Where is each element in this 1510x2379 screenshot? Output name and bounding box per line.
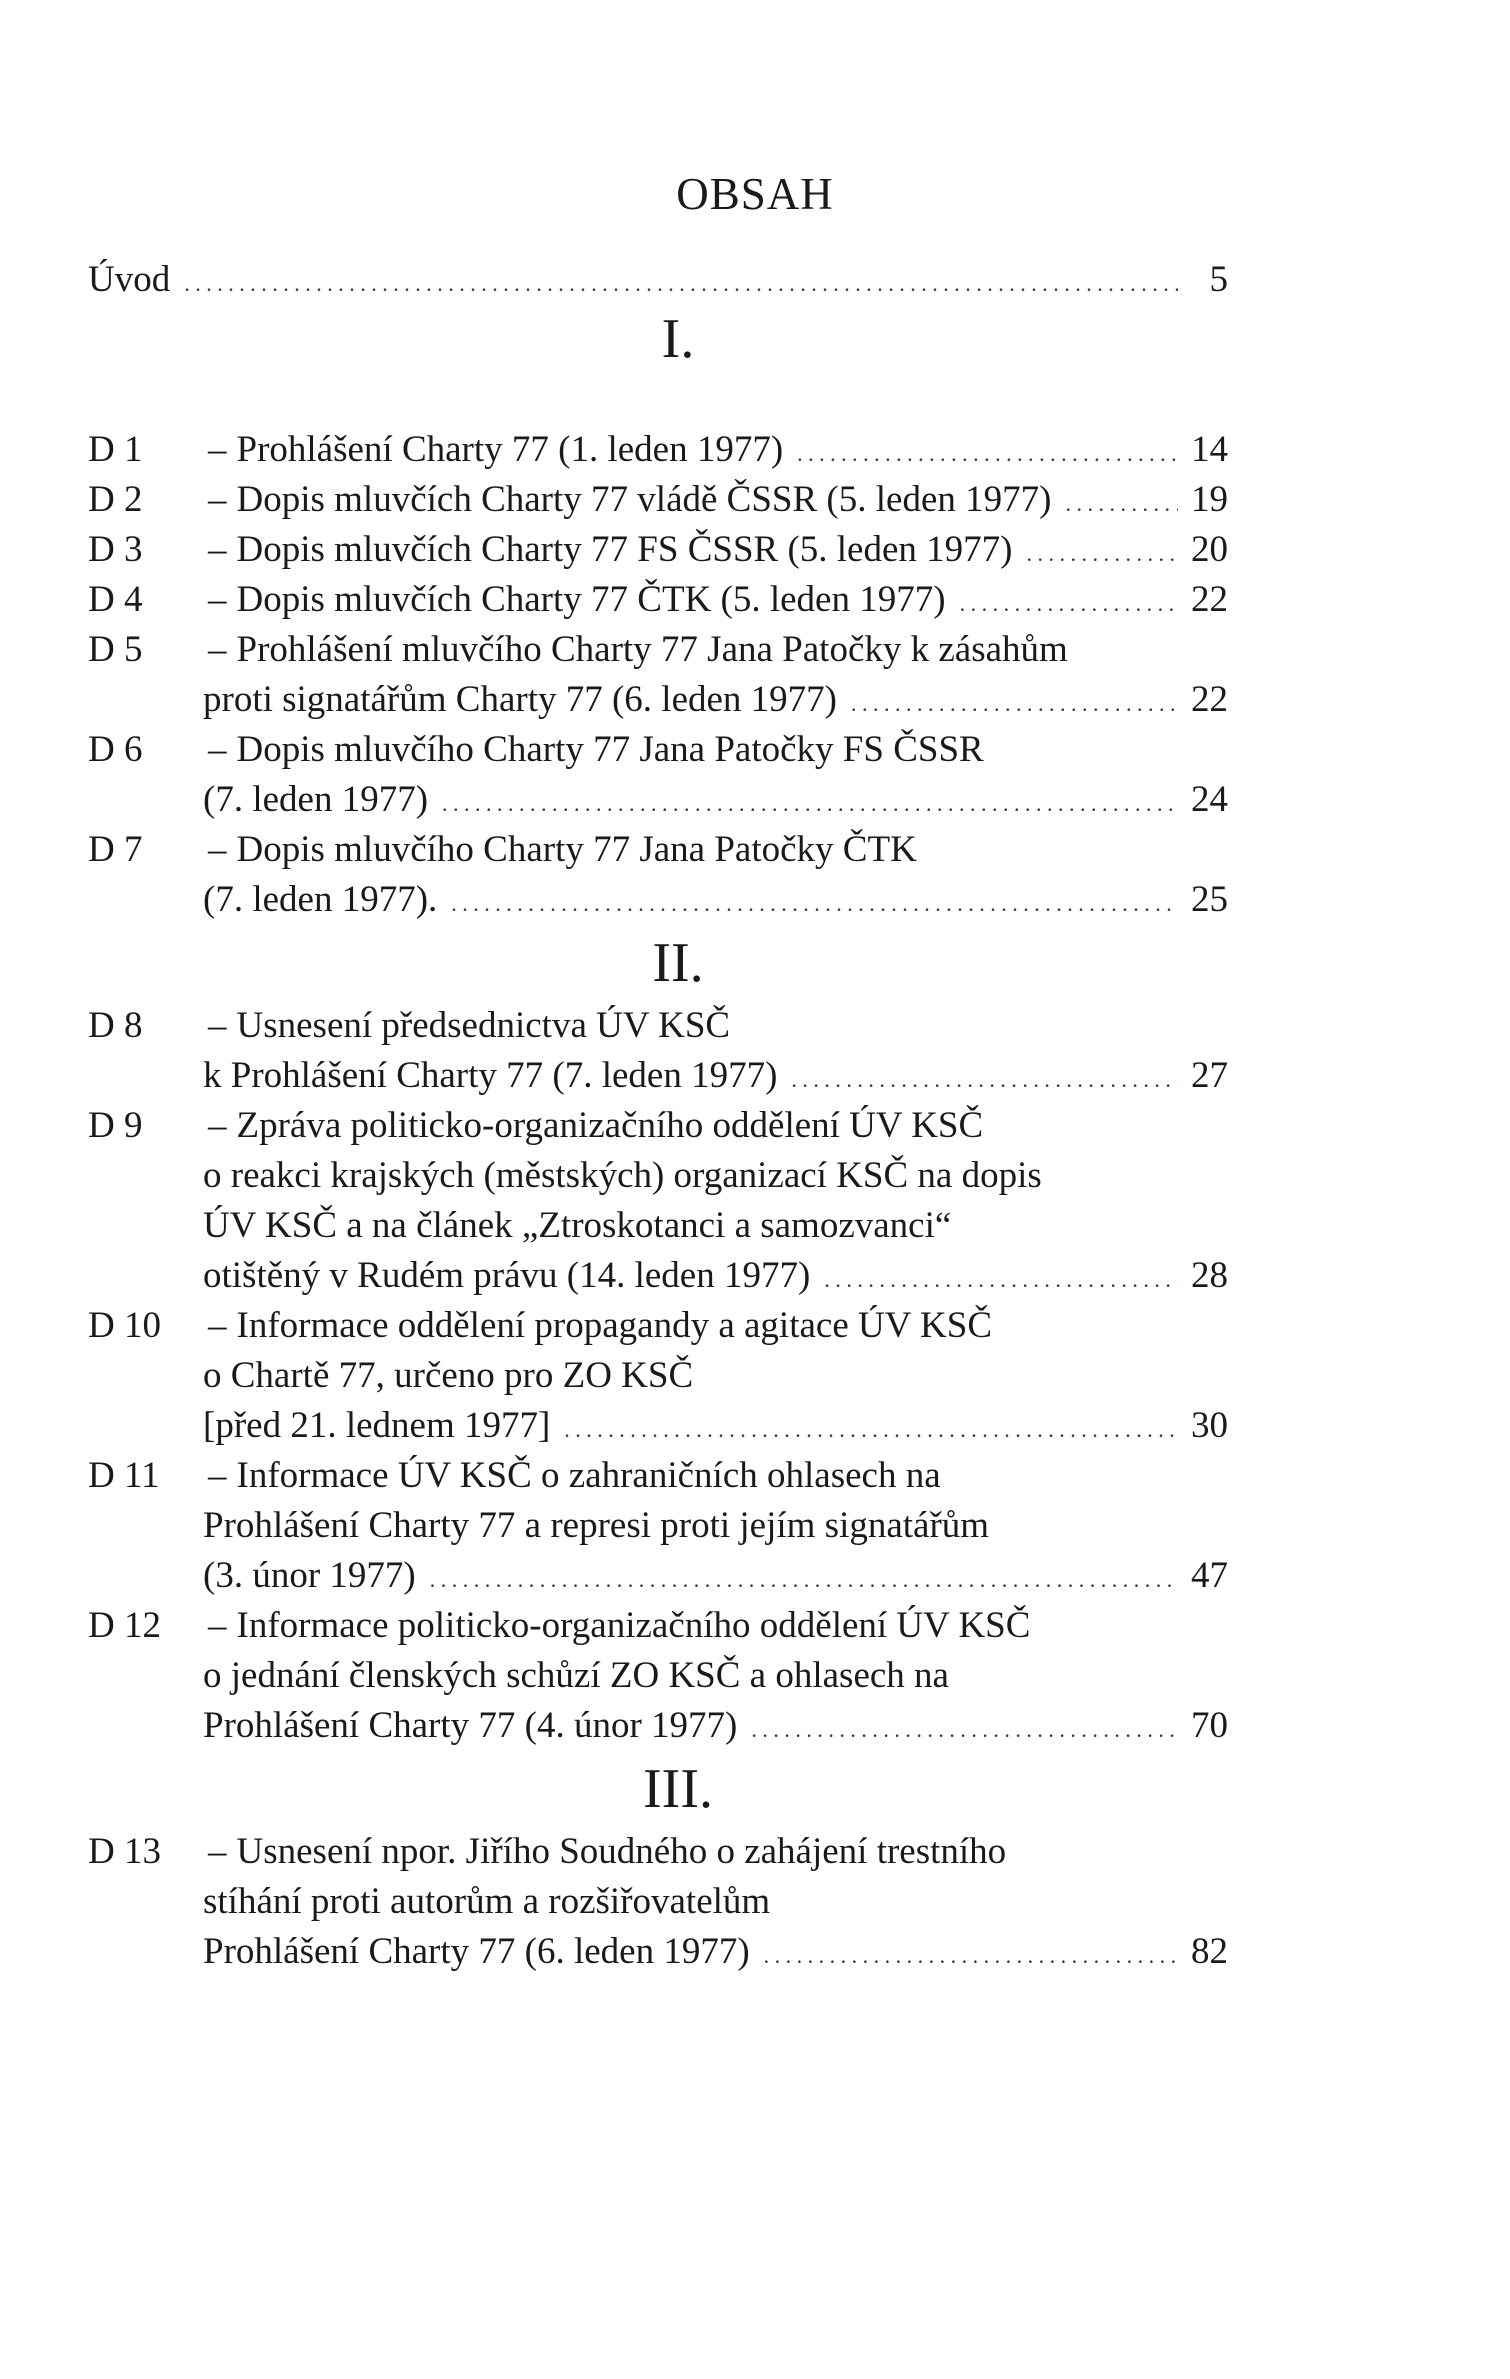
- toc-entry: [88, 625, 1228, 725]
- dash-separator: –: [208, 1455, 227, 1496]
- toc-entry-page: 28: [1191, 1255, 1228, 1296]
- dash-separator: –: [208, 579, 227, 620]
- toc-entry-text: ÚV KSČ a na článek „Ztroskotanci a samozvanci“: [203, 1205, 952, 1246]
- toc-entry-page: 22: [1191, 679, 1228, 720]
- toc-entry-label: D 7: [88, 829, 143, 870]
- dash-separator: –: [208, 479, 227, 520]
- section-numeral: III.: [643, 1758, 713, 1820]
- toc-entry-label: D 2: [88, 479, 143, 520]
- table-of-contents: [88, 255, 1228, 1977]
- toc-entry-text: Dopis mluvčích Charty 77 vládě ČSSR (5. leden 1977): [236, 479, 1052, 520]
- toc-entry-text: Usnesení předsednictva ÚV KSČ: [236, 1005, 731, 1046]
- toc-entry-page: 25: [1191, 879, 1228, 920]
- toc-entry: [88, 725, 1228, 825]
- leader-dots: [791, 1051, 1178, 1105]
- toc-entry-label: D 4: [88, 579, 143, 620]
- dash-separator: –: [208, 1005, 227, 1046]
- toc-entry-label: D 9: [88, 1105, 143, 1146]
- toc-entry-text: Prohlášení Charty 77 (1. leden 1977): [236, 429, 784, 470]
- leader-dots: [1065, 475, 1178, 529]
- toc-entry-label: D 12: [88, 1605, 161, 1646]
- toc-entry-text: Dopis mluvčích Charty 77 ČTK (5. leden 1977): [236, 579, 946, 620]
- toc-entry-page: 20: [1191, 529, 1228, 570]
- toc-entry-text: (3. únor 1977): [203, 1555, 416, 1596]
- toc-entry-text: Informace ÚV KSČ o zahraničních ohlasech na: [236, 1455, 941, 1496]
- toc-entry: [88, 425, 1228, 475]
- toc-entry: [88, 1101, 1228, 1301]
- toc-entry-label: D 1: [88, 429, 143, 470]
- toc-entry: [88, 1451, 1228, 1601]
- toc-entry-text: Prohlášení Charty 77 a represi proti jejím signatářům: [203, 1505, 990, 1546]
- toc-intro-title: Úvod: [88, 259, 171, 300]
- toc-intro-page: 5: [1209, 259, 1228, 300]
- toc-entry: [88, 1001, 1228, 1101]
- toc-entry-label: D 11: [88, 1455, 160, 1496]
- leader-dots: [442, 775, 1178, 829]
- page-title: OBSAH: [676, 169, 834, 219]
- toc-entry: [88, 525, 1228, 575]
- dash-separator: –: [208, 729, 227, 770]
- toc-entry-label: D 10: [88, 1305, 161, 1346]
- toc-entry-page: 24: [1191, 779, 1228, 820]
- toc-entry-text: o reakci krajských (městských) organizací KSČ na dopis: [203, 1155, 1042, 1196]
- toc-entry-text: Usnesení npor. Jiřího Soudného o zahájení trestního: [236, 1831, 1007, 1872]
- toc-entry: [88, 575, 1228, 625]
- toc-entry-label: D 5: [88, 629, 143, 670]
- dash-separator: –: [208, 1105, 227, 1146]
- leader-dots: [797, 425, 1178, 479]
- dash-separator: –: [208, 629, 227, 670]
- toc-entry-text: Dopis mluvčího Charty 77 Jana Patočky ČTK: [236, 829, 917, 870]
- leader-dots: [430, 1551, 1178, 1605]
- toc-entry-label: D 3: [88, 529, 143, 570]
- toc-entry-text: Informace politicko-organizačního oddělení ÚV KSČ: [236, 1605, 1031, 1646]
- toc-entry-text: [před 21. lednem 1977]: [203, 1405, 551, 1446]
- toc-entry: [88, 1301, 1228, 1451]
- dash-separator: –: [208, 529, 227, 570]
- toc-intro: [88, 255, 1228, 305]
- dash-separator: –: [208, 829, 227, 870]
- toc-entry-text: Prohlášení Charty 77 (4. únor 1977): [203, 1705, 738, 1746]
- toc-entry-text: Zpráva politicko-organizačního oddělení ÚV KSČ: [236, 1105, 984, 1146]
- dash-separator: –: [208, 1605, 227, 1646]
- leader-dots: [960, 575, 1178, 629]
- toc-entry-text: Prohlášení Charty 77 (6. leden 1977): [203, 1931, 750, 1972]
- toc-entry: [88, 1601, 1228, 1751]
- toc-entry: [88, 825, 1228, 925]
- toc-entry-text: Dopis mluvčích Charty 77 FS ČSSR (5. leden 1977): [236, 529, 1013, 570]
- section-numeral: II.: [652, 932, 704, 994]
- section-numeral: I.: [661, 308, 695, 370]
- toc-entry-label: D 8: [88, 1005, 143, 1046]
- dash-separator: –: [208, 1831, 227, 1872]
- toc-entry-text: Prohlášení mluvčího Charty 77 Jana Patočky k zásahům: [236, 629, 1068, 670]
- toc-entry-text: Informace oddělení propagandy a agitace ÚV KSČ: [236, 1305, 993, 1346]
- toc-entry-label: D 13: [88, 1831, 161, 1872]
- toc-entry-text: k Prohlášení Charty 77 (7. leden 1977): [203, 1055, 778, 1096]
- leader-dots: [751, 1701, 1178, 1755]
- toc-entry-text: otištěný v Rudém právu (14. leden 1977): [203, 1255, 811, 1296]
- toc-entry: [88, 1827, 1228, 1977]
- toc-entry-page: 14: [1191, 429, 1228, 470]
- leader-dots: [764, 1927, 1178, 1981]
- toc-entry-text: stíhání proti autorům a rozšiřovatelům: [203, 1881, 771, 1922]
- leader-dots: [564, 1401, 1178, 1455]
- leader-dots: [824, 1251, 1178, 1305]
- toc-entry-page: 30: [1191, 1405, 1228, 1446]
- toc-entry-page: 22: [1191, 579, 1228, 620]
- leader-dots: [1026, 525, 1178, 579]
- toc-entry-page: 47: [1191, 1555, 1228, 1596]
- leader-dots: [851, 675, 1178, 729]
- toc-entry-text: o Chartě 77, určeno pro ZO KSČ: [203, 1355, 694, 1396]
- toc-entry-text: proti signatářům Charty 77 (6. leden 1977): [203, 679, 838, 720]
- toc-entry-text: (7. leden 1977): [203, 779, 429, 820]
- toc-entry-text: o jednání členských schůzí ZO KSČ a ohlasech na: [203, 1655, 949, 1696]
- toc-entry-page: 82: [1191, 1931, 1228, 1972]
- toc-entry-text: Dopis mluvčího Charty 77 Jana Patočky FS ČSSR: [236, 729, 984, 770]
- toc-entry-page: 70: [1191, 1705, 1228, 1746]
- dash-separator: –: [208, 1305, 227, 1346]
- toc-entry-page: 27: [1191, 1055, 1228, 1096]
- toc-entry: [88, 475, 1228, 525]
- toc-entry-label: D 6: [88, 729, 143, 770]
- dash-separator: –: [208, 429, 227, 470]
- toc-entry-page: 19: [1191, 479, 1228, 520]
- leader-dots: [451, 875, 1178, 929]
- toc-entry-text: (7. leden 1977).: [203, 879, 438, 920]
